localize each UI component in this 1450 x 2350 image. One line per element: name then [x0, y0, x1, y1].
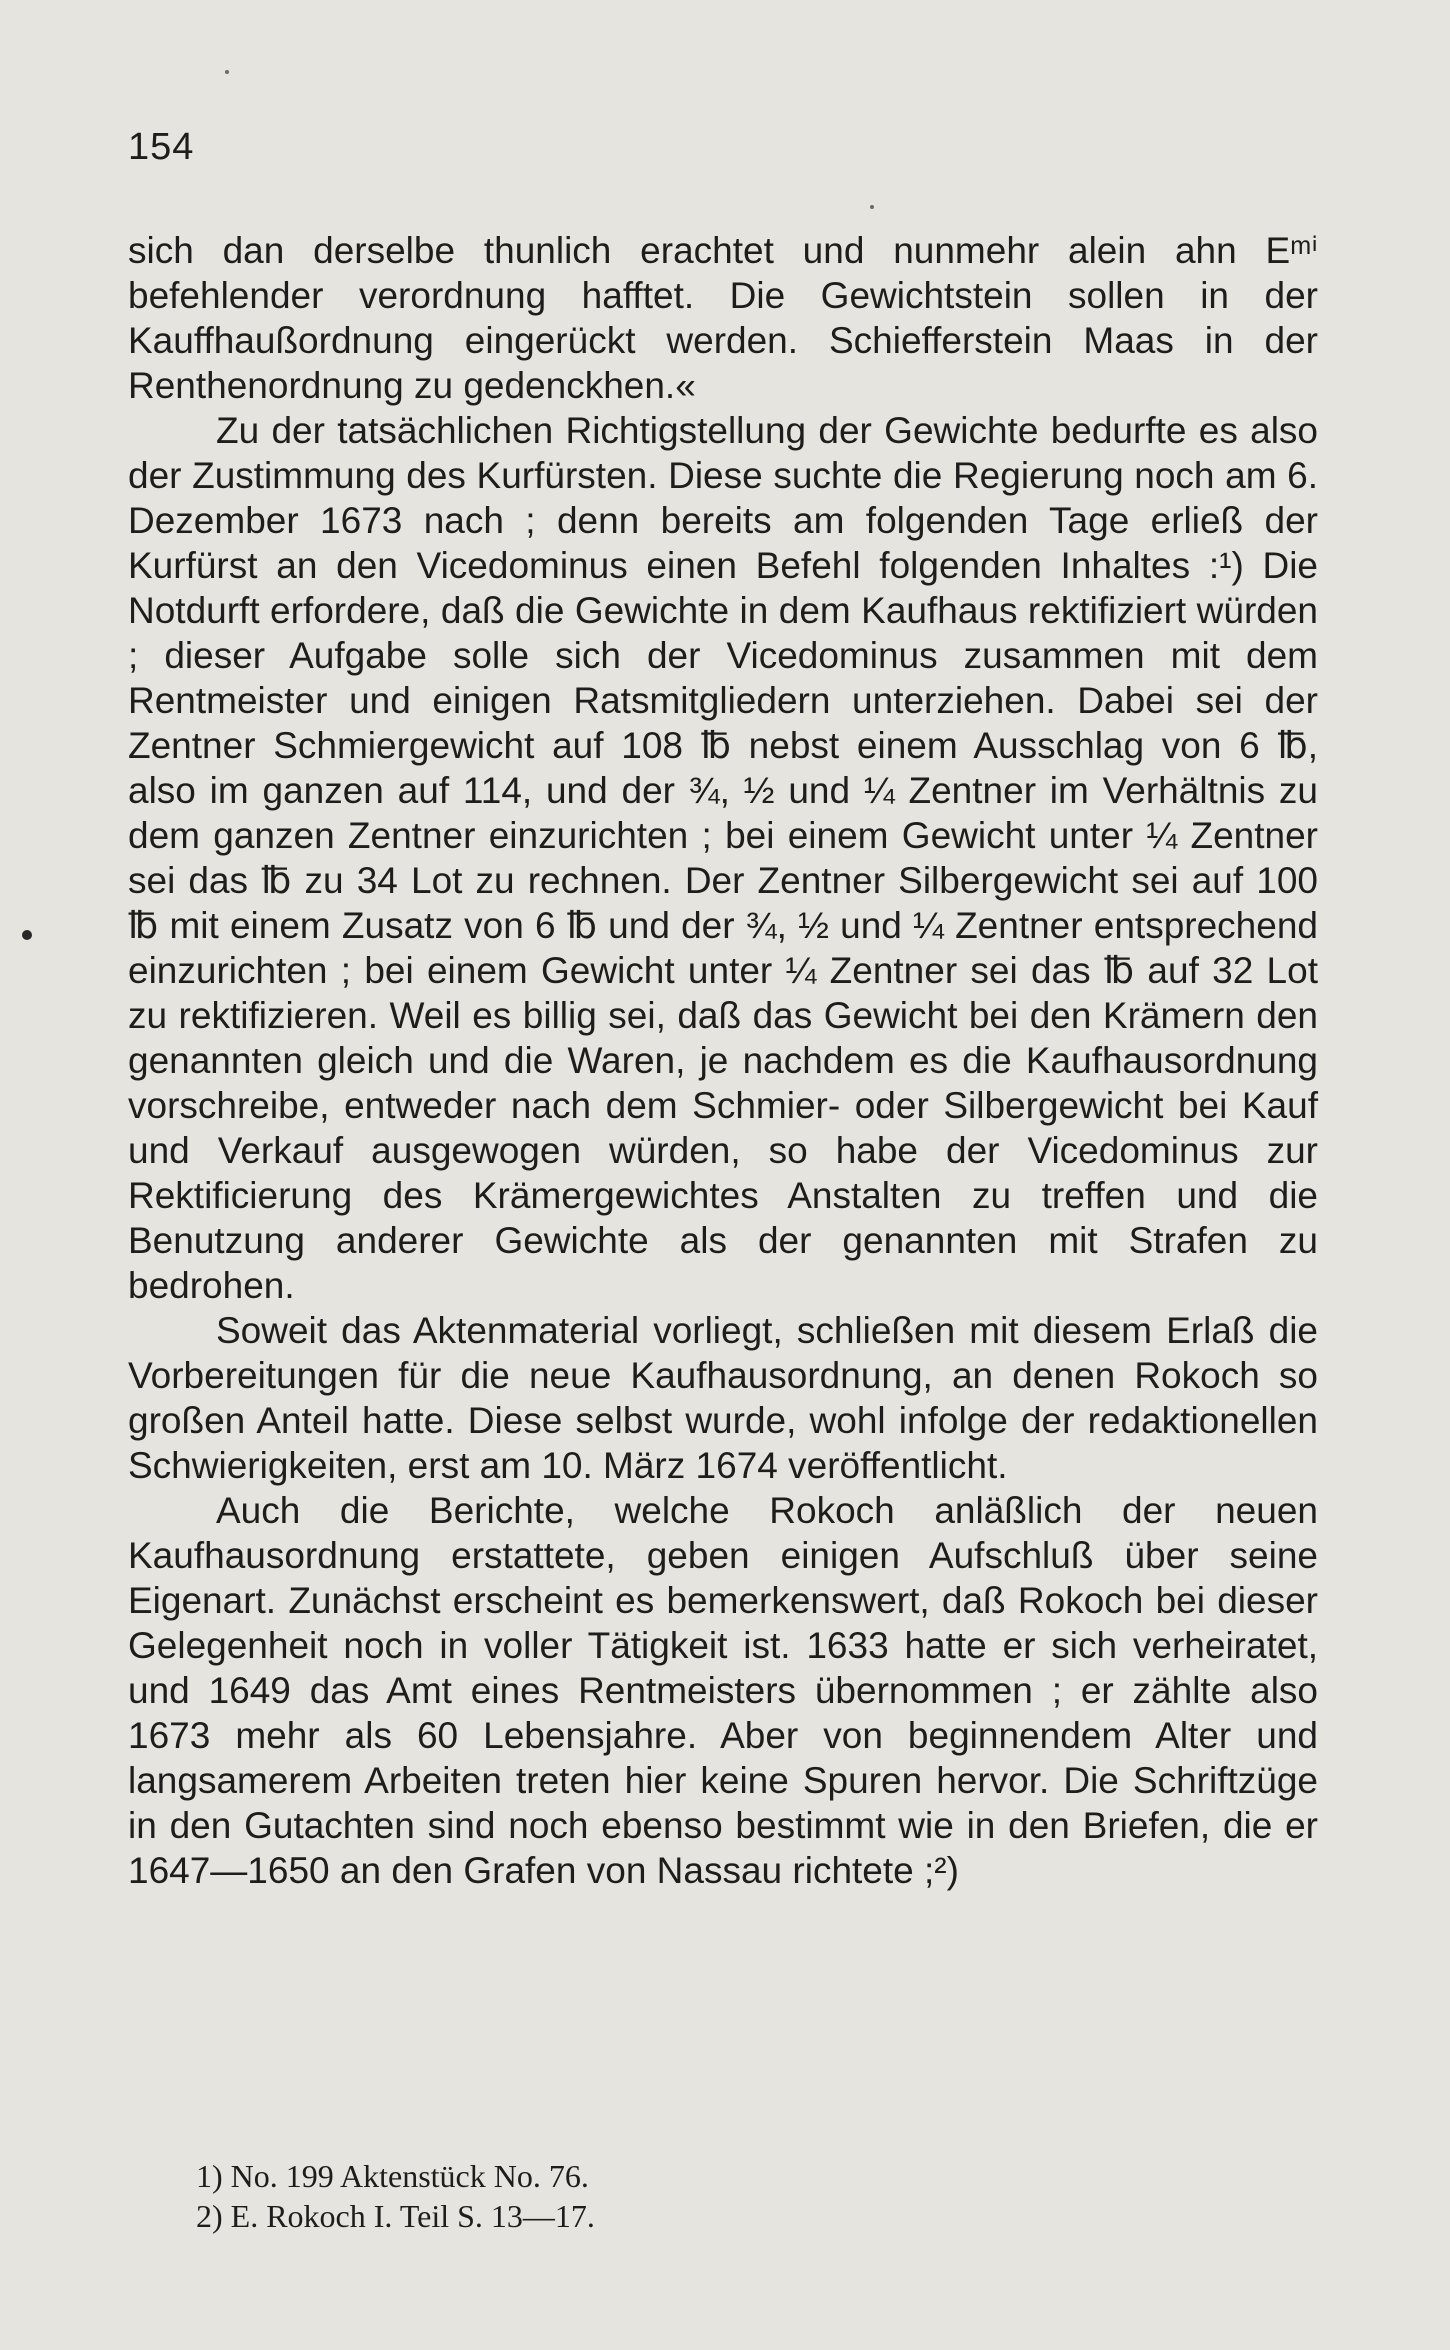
page-number: 154 — [128, 126, 195, 168]
footnote: 1) No. 199 Aktenstück No. 76. — [196, 2158, 589, 2194]
body-text — [128, 228, 1318, 1893]
paper-speck — [225, 70, 229, 74]
paragraph: sich dan derselbe thunlich erachtet und nunmehr alein ahn Eᵐⁱ befehlender verordnung hafftet. Die Gewichtstein sollen in der Kauffhaußordnung eingerückt werden. Schiefferstein Maas in der Renthenordnung zu gedenckhen.« — [128, 230, 1318, 406]
paper-speck — [870, 205, 874, 209]
paragraph: Soweit das Aktenmaterial vorliegt, schließen mit diesem Erlaß die Vorbereitungen für die neue Kaufhausordnung, an denen Rokoch so großen Anteil hatte. Diese selbst wurde, wohl infolge der redaktionellen Schwierigkeiten, erst am 10. März 1674 veröffentlicht. — [128, 1310, 1318, 1486]
footnote: 2) E. Rokoch I. Teil S. 13—17. — [196, 2198, 595, 2234]
paragraph: Zu der tatsächlichen Richtigstellung der Gewichte bedurfte es also der Zustimmung des Kurfürsten. Diese suchte die Regierung noch am 6. Dezember 1673 nach ; denn bereits am folgenden Tage erließ der Kurfürst an den Vicedominus einen Befehl folgenden Inhaltes :¹) Die Notdurft erfordere, daß die Gewichte in dem Kaufhaus rektifiziert würden ; dieser Aufgabe solle sich der Vicedominus zusammen mit dem Rentmeister und einigen Ratsmitgliedern unterziehen. Dabei sei der Zentner Schmiergewicht auf 108 ℔ nebst einem Ausschlag von 6 ℔, also im ganzen auf 114, und der ¾, ½ und ¼ Zentner im Verhältnis zu dem ganzen Zentner einzurichten ; bei einem Gewicht unter ¼ Zentner sei das ℔ zu 34 Lot zu rechnen. Der Zentner Silbergewicht sei auf 100 ℔ mit einem Zusatz von 6 ℔ und der ¾, ½ und ¼ Zentner entsprechend einzurichten ; bei einem Gewicht unter ¼ Zentner sei das ℔ auf 32 Lot zu rektifizieren. Weil es billig sei, daß das Gewicht bei den Krämern den genannten gleich und die Waren, je nachdem es die Kaufhausordnung vorschreibe, entweder nach dem Schmier- oder Silbergewicht bei Kauf und Verkauf ausgewogen würden, so habe der Vicedominus zur Rektificierung des Krämergewichtes Anstalten zu treffen und die Benutzung anderer Gewichte als der genannten mit Strafen zu bedrohen. — [128, 410, 1318, 1306]
footnotes — [196, 2156, 1196, 2236]
margin-dot — [22, 930, 32, 940]
paragraph: Auch die Berichte, welche Rokoch anläßlich der neuen Kaufhausordnung erstattete, geben einigen Aufschluß über seine Eigenart. Zunächst erscheint es bemerkenswert, daß Rokoch bei dieser Gelegenheit noch in voller Tätigkeit ist. 1633 hatte er sich verheiratet, und 1649 das Amt eines Rentmeisters übernommen ; er zählte also 1673 mehr als 60 Lebensjahre. Aber von beginnendem Alter und langsamerem Arbeiten treten hier keine Spuren hervor. Die Schriftzüge in den Gutachten sind noch ebenso bestimmt wie in den Briefen, die er 1647—1650 an den Grafen von Nassau richtete ;²) — [128, 1490, 1318, 1891]
